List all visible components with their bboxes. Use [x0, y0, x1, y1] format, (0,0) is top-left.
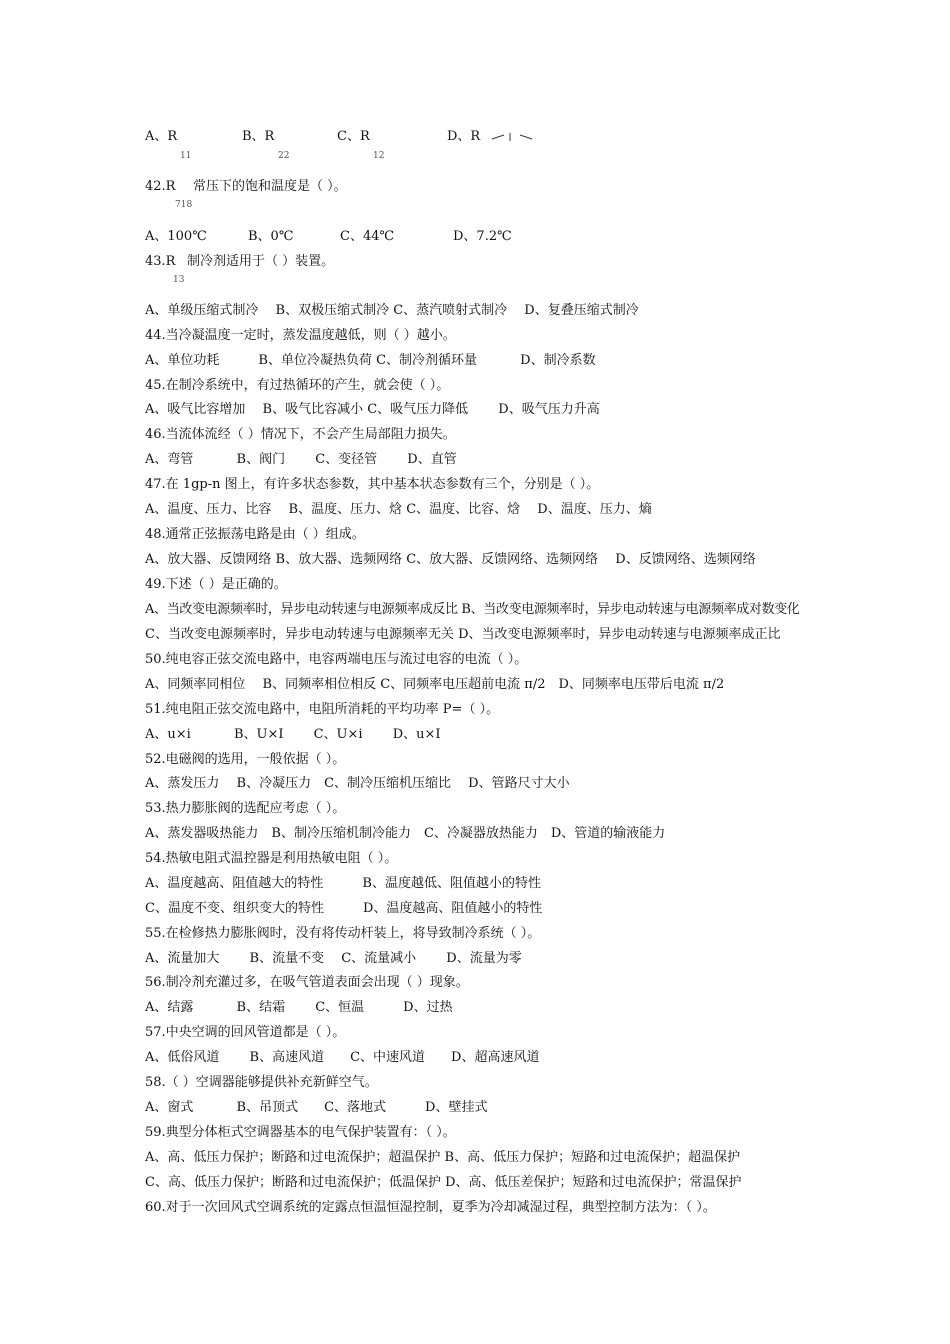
q53-question: 53.热力膨胀阀的选配应考虑（ ）。: [145, 801, 346, 816]
q56-question: 56.制冷剂充灌过多，在吸气管道表面会出现（ ）现象。: [145, 975, 469, 990]
q50-question: 50.纯电容正弦交流电路中，电容两端电压与流过电容的电流（ ）。: [145, 652, 528, 667]
q43-text: 制冷剂适用于（ ）装置。: [187, 254, 335, 269]
q56-options: A、结露 B、结霜 C、恒温 D、过热: [145, 1000, 453, 1015]
q45-question: 45.在制冷系统中，有过热循环的产生，就会使（ ）。: [145, 378, 450, 393]
q41-option-a: A、R: [145, 129, 178, 144]
q55-options: A、流量加大 B、流量不变 C、流量减小 D、流量为零: [145, 951, 522, 966]
q42-option-c: C、44℃: [340, 229, 395, 244]
q41-option-c: C、R: [337, 129, 370, 144]
q42-question: [145, 179, 645, 209]
q43-options: A、单级压缩式制冷 B、双极压缩式制冷 C、蒸汽喷射式制冷 D、复叠压缩式制冷: [145, 303, 639, 318]
q59-question: 59.典型分体柜式空调器基本的电气保护装置有：（ ）。: [145, 1125, 456, 1140]
q49-options-cd: C、当改变电源频率时，异步电动转速与电源频率无关 D、当改变电源频率时，异步电动转速与电源频率成正比: [145, 627, 781, 642]
q54-options-cd: C、温度不变、组织变大的特性 D、温度越高、阻值越小的特性: [145, 901, 543, 916]
q41-option-a-subscript: 11: [180, 151, 192, 161]
q57-question: 57.中央空调的回风管道都是（ ）。: [145, 1025, 346, 1040]
q42-option-a: A、100℃: [145, 229, 207, 244]
q41-options: [145, 129, 845, 159]
q41-option-c-subscript: 12: [373, 151, 385, 161]
q47-question: 47.在 1gp-n 图上，有许多状态参数，其中基本状态参数有三个，分别是（ ）。: [145, 477, 600, 492]
q42-option-d: D、7.2℃: [453, 229, 512, 244]
q53-options: A、蒸发器吸热能力 B、制冷压缩机制冷能力 C、冷凝器放热能力 D、管道的输液能力: [145, 826, 666, 841]
q52-question: 52.电磁阀的选用，一般依据（ ）。: [145, 752, 346, 767]
q48-question: 48.通常正弦振荡电路是由（ ）组成。: [145, 527, 365, 542]
q49-options-ab: A、当改变电源频率时，异步电动转速与电源频率成反比 B、当改变电源频率时，异步电动转速与电源频率成对数变化: [145, 602, 800, 617]
q52-options: A、蒸发压力 B、冷凝压力 C、制冷压缩机压缩比 D、管路尺寸大小: [145, 776, 570, 791]
q43-prefix: 43.R: [145, 254, 176, 269]
q43-question: [145, 254, 645, 284]
q44-options: A、单位功耗 B、单位冷凝热负荷 C、制冷剂循环量 D、制冷系数: [145, 353, 596, 368]
q54-options-ab: A、温度越高、阻值越大的特性 B、温度越低、阻值越小的特性: [145, 876, 541, 891]
q51-options: A、u×i B、U×I C、U×i D、u×I: [145, 727, 441, 742]
q51-question: 51.纯电阻正弦交流电路中，电阻所消耗的平均功率 P=（ ）。: [145, 702, 500, 717]
q59-options-ab: A、高、低压力保护；断路和过电流保护；超温保护 B、高、低压力保护；短路和过电流保护；超温保护: [145, 1150, 741, 1165]
q58-options: A、窗式 B、吊顶式 C、落地式 D、壁挂式: [145, 1100, 488, 1115]
q42-prefix: 42.R: [145, 179, 176, 194]
q41-option-d: D、R: [447, 129, 481, 144]
q41-option-b-subscript: 22: [278, 151, 290, 161]
q41-option-b: B、R: [242, 129, 275, 144]
q46-question: 46.当流体流经（ ）情况下，不会产生局部阻力损失。: [145, 427, 456, 442]
q43-subscript: 13: [173, 275, 185, 285]
q57-options: A、低俗风道 B、高速风道 C、中速风道 D、超高速风道: [145, 1050, 540, 1065]
q60-question: 60.对于一次回风式空调系统的定露点恒温恒湿控制，夏季为冷却减湿过程，典型控制方法为：（ ）。: [145, 1200, 716, 1215]
q50-options: A、同频率同相位 B、同频率相位相反 C、同频率电压超前电流 π/2 D、同频率电压带后电流 π/2: [145, 677, 725, 692]
q58-question: 58.（ ）空调器能够提供补充新鲜空气。: [145, 1075, 378, 1090]
scan-artifact-icon: [490, 131, 534, 149]
q46-options: A、弯管 B、阀门 C、变径管 D、直管: [145, 452, 457, 467]
q42-text: 常压下的饱和温度是（ ）。: [193, 179, 347, 194]
q59-options-cd: C、高、低压力保护；断路和过电流保护；低温保护 D、高、低压差保护；短路和过电流保护；常温保护: [145, 1175, 742, 1190]
q49-question: 49.下述（ ）是正确的。: [145, 577, 287, 592]
q42-options: [145, 229, 645, 245]
q44-question: 44.当冷凝温度一定时，蒸发温度越低，则（ ）越小。: [145, 328, 456, 343]
q45-options: A、吸气比容增加 B、吸气比容减小 C、吸气压力降低 D、吸气压力升高: [145, 402, 600, 417]
q55-question: 55.在检修热力膨胀阀时，没有将传动杆装上，将导致制冷系统（ ）。: [145, 926, 541, 941]
q47-options: A、温度、压力、比容 B、温度、压力、焓 C、温度、比容、焓 D、温度、压力、熵: [145, 502, 652, 517]
q48-options: A、放大器、反馈网络 B、放大器、选频网络 C、放大器、反馈网络、选频网络 D、反馈网络、选频网络: [145, 552, 756, 567]
q42-subscript: 718: [175, 200, 193, 210]
q54-question: 54.热敏电阻式温控器是利用热敏电阻（ ）。: [145, 851, 398, 866]
q42-option-b: B、0℃: [248, 229, 294, 244]
